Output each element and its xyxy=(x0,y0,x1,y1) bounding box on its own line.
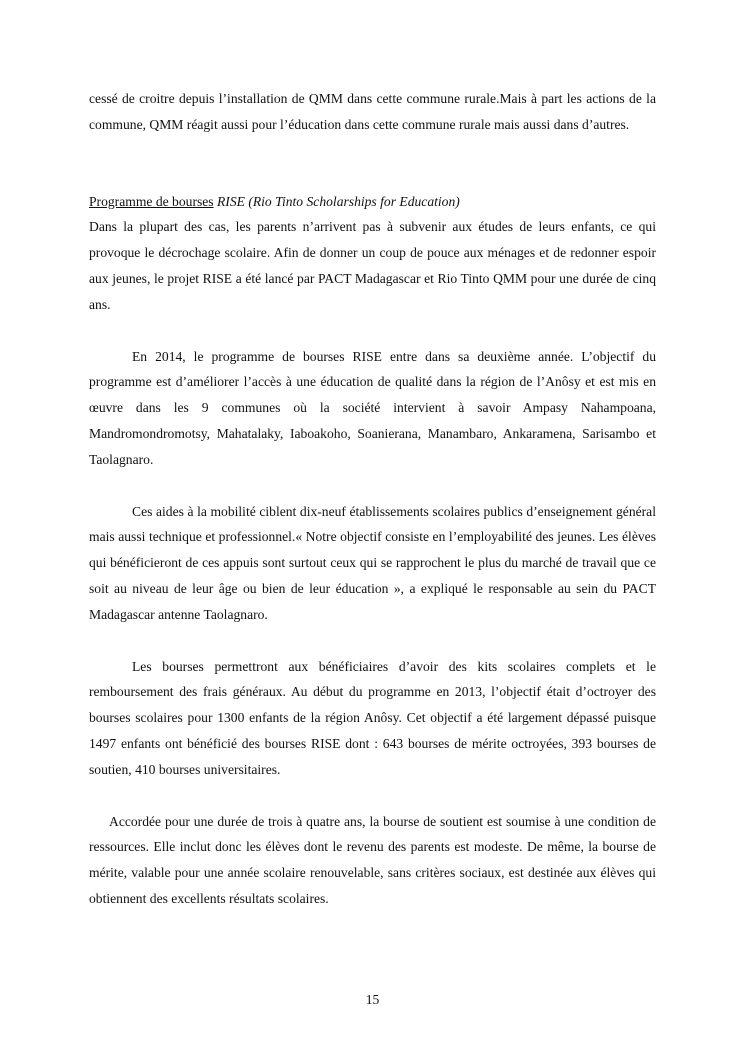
intro-paragraph: cessé de croitre depuis l’installation de QMM dans cette commune rurale.Mais à part les actions de la commune, QMM réagit aussi pour l’éducation dans cette commune rurale mais aussi dans d’autres. xyxy=(89,91,656,132)
spacer xyxy=(89,783,656,809)
paragraph-program-2014: En 2014, le programme de bourses RISE entre dans sa deuxième année. L’objectif du programme est d’améliorer l’accès à une éducation de qualité dans la région de l’Anôsy et est mis en œuvre dans les 9 communes où la société intervient à savoir Ampasy Nahampoana, Mandromondromotsy, Mahatalaky, Iaboakoho, Soanierana, Manambaro, Ankaramena, Sarisambo et Taolagnaro. xyxy=(89,348,656,467)
section-heading-subtitle: RISE (Rio Tinto Scholarships for Education) xyxy=(217,193,460,209)
spacer xyxy=(89,138,656,189)
paragraph-scholarship-results: Les bourses permettront aux bénéficiaires d’avoir des kits scolaires complets et le remboursement des frais généraux. Au début du programme en 2013, l’objectif était d’octroyer des bourses scolaires pour 1300 enfants de la région Anôsy. Cet objectif a été largement dépassé puisque 1497 enfants ont bénéficié des bourses RISE dont : 643 bourses de mérite octroyées, 393 bourses de soutien, 410 bourses universitaires. xyxy=(89,658,656,777)
paragraph-context: Dans la plupart des cas, les parents n’arrivent pas à subvenir aux études de leurs enfants, ce qui provoque le décrochage scolaire. Afin de donner un coup de pouce aux ménages et de redonner espoir aux jeunes, le projet RISE a été lancé par PACT Madagascar et Rio Tinto QMM pour une durée de cinq ans. xyxy=(89,219,656,312)
paragraph-mobility-aid: Ces aides à la mobilité ciblent dix-neuf établissements scolaires publics d’enseignement général mais aussi technique et professionnel.« Notre objectif consiste en l’employabilité des jeunes. Les élèves qui bénéficieront de ces appuis sont surtout ceux qui se rapprochent le plus du marché de travail que ce soit au niveau de leur âge ou bien de leur éducation », a expliqué le responsable au sein du PACT Madagascar antenne Taolagnaro. xyxy=(89,503,656,622)
section-heading-title: Programme de bourses xyxy=(89,193,214,209)
spacer xyxy=(89,473,656,499)
spacer xyxy=(89,318,656,344)
document-body xyxy=(89,86,656,912)
page-number: 15 xyxy=(365,992,380,1007)
section-heading xyxy=(89,189,656,215)
paragraph-scholarship-conditions: Accordée pour une durée de trois à quatre ans, la bourse de soutient est soumise à une condition de ressources. Elle inclut donc les élèves dont le revenu des parents est modeste. De même, la bourse de mérite, valable pour une année scolaire renouvelable, sans critères sociaux, est destinée aux élèves qui obtiennent des excellents résultats scolaires. xyxy=(89,813,656,906)
spacer xyxy=(89,628,656,654)
